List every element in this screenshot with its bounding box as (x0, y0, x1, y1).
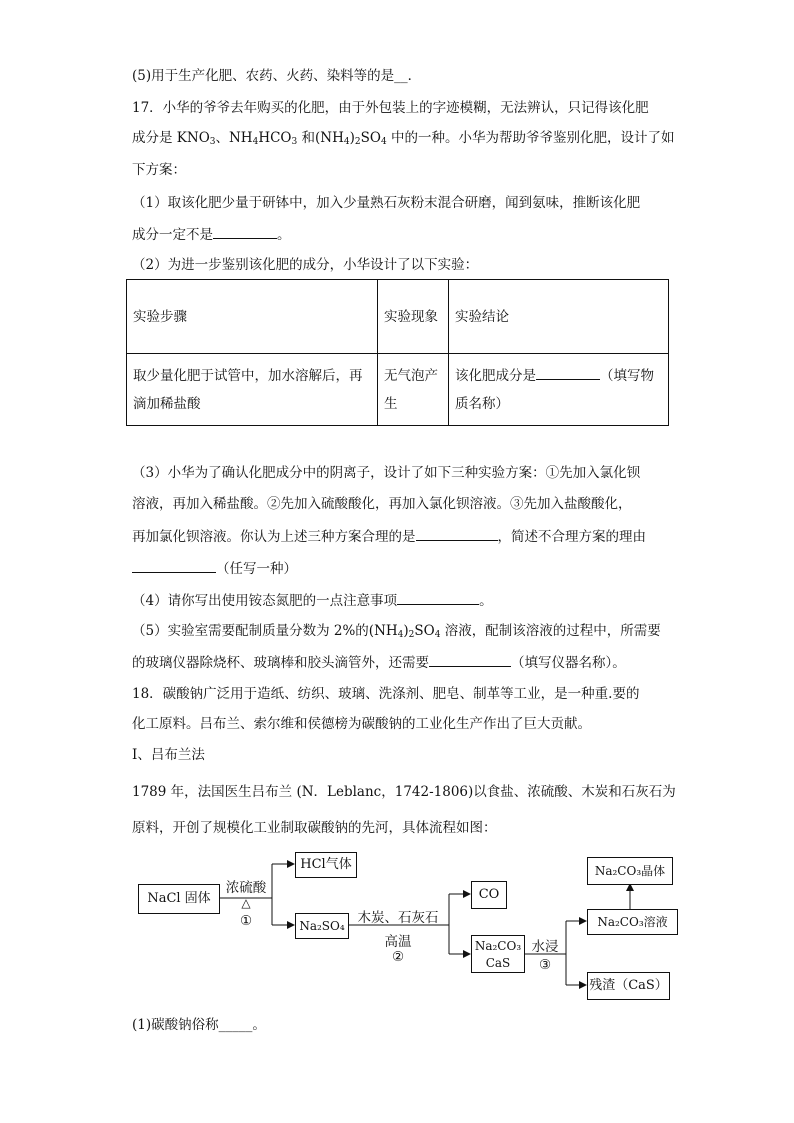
crystal-box: Na₂CO₃晶体 (587, 857, 673, 885)
step-1-number: ① (239, 913, 253, 929)
part-1-line-1: （1）取该化肥少量于研钵中，加入少量熟石灰粉末混合研磨，闻到氨味，推断该化肥 (132, 195, 641, 211)
step-3-number: ③ (538, 957, 552, 973)
last-question-line: (1)碳酸钠俗称_____。 (132, 1017, 266, 1033)
part-3-line-1: （3）小华为了确认化肥成分中的阴离子，设计了如下三种实验方案：①先加入氯化钡 (132, 465, 641, 481)
residue-box: 残渣（CaS） (587, 972, 670, 1000)
part-3-line-3: 再加氯化钡溶液。你认为上述三种方案合理的是 ，简述不合理方案的理由 (132, 526, 646, 547)
section-heading: I、吕布兰法 (132, 747, 205, 763)
hcl-box: HCl气体 (295, 852, 357, 878)
table-cell-phenomenon: 无气泡产生 (378, 354, 449, 426)
step-2-number: ② (391, 949, 405, 965)
table-header-phenomenon: 实验现象 (378, 280, 449, 354)
part-5-line-1: （5）实验室需要配制质量分数为 2%的$(NH_4)_2SO_4$ 溶液，配制该溶液的过程中，所需要 (132, 623, 661, 640)
part-3-line-4: （任写一种） (132, 558, 297, 579)
solution-box: Na₂CO₃溶液 (587, 909, 678, 935)
table-header-conclusion: 实验结论 (449, 280, 669, 354)
nacl-box: NaCl 固体 (138, 884, 220, 914)
question-17-line-3: 下方案： (132, 162, 186, 178)
table-header-step: 实验步骤 (127, 280, 378, 354)
step-2-condition: 高温 (384, 934, 412, 950)
table-cell-conclusion: 该化肥成分是 （填写物质名称） (449, 354, 669, 426)
question-18-line-1: 18．碳酸钠广泛用于造纸、纺织、玻璃、洗涤剂、肥皂、制革等工业，是一种重.要的 (132, 686, 640, 702)
step-3-reagent: 水浸 (531, 939, 559, 955)
history-line-1: 1789 年，法国医生吕布兰 (N．Leblanc，1742-1806)以食盐、浓硫酸、木炭和石灰石为 (132, 784, 676, 800)
na2so4-box: Na₂SO₄ (295, 913, 349, 939)
step-1-reagent: 浓硫酸 (225, 880, 267, 896)
part-4-line: （4）请你写出使用铵态氮肥的一点注意事项 。 (132, 590, 493, 611)
part-3-line-2: 溶液，再加入稀盐酸。②先加入硫酸酸化，再加入氯化钡溶液。③先加入盐酸酸化， (132, 496, 632, 512)
history-line-2: 原料，开创了规模化工业制取碳酸钠的先河，具体流程如图： (132, 820, 497, 836)
part-5-line-2: 的玻璃仪器除烧杯、玻璃棒和胶头滴管外，还需要 （填写仪器名称）。 (132, 652, 626, 673)
question-18-line-2: 化工原料。吕布兰、索尔维和侯德榜为碳酸钠的工业化生产作出了巨大贡献。 (132, 716, 591, 732)
question-17-line-1: 17．小华的爷爷去年购买的化肥，由于外包装上的字迹模糊，无法辨认，只记得该化肥 (132, 100, 649, 116)
step-1-condition: △ (241, 896, 251, 910)
step-2-reagent: 木炭、石灰石 (357, 910, 439, 926)
part-2-line: （2）为进一步鉴别该化肥的成分，小华设计了以下实验： (132, 257, 479, 273)
co-box: CO (471, 881, 507, 909)
mixture-box: Na₂CO₃ CaS (471, 935, 525, 973)
table-cell-step: 取少量化肥于试管中，加水溶解后，再滴加稀盐酸 (127, 354, 378, 426)
part-1-line-2: 成分一定不是 。 (132, 224, 291, 245)
question-5-line: (5)用于生产化肥、农药、火药、染料等的是__． (132, 68, 422, 84)
question-17-line-2: 成分是 $KNO_3$、$NH_4HCO_3$ 和$(NH_4)_2SO_4$ 中的一种。小华为帮助爷爷鉴别化肥，设计了如 (132, 130, 675, 147)
